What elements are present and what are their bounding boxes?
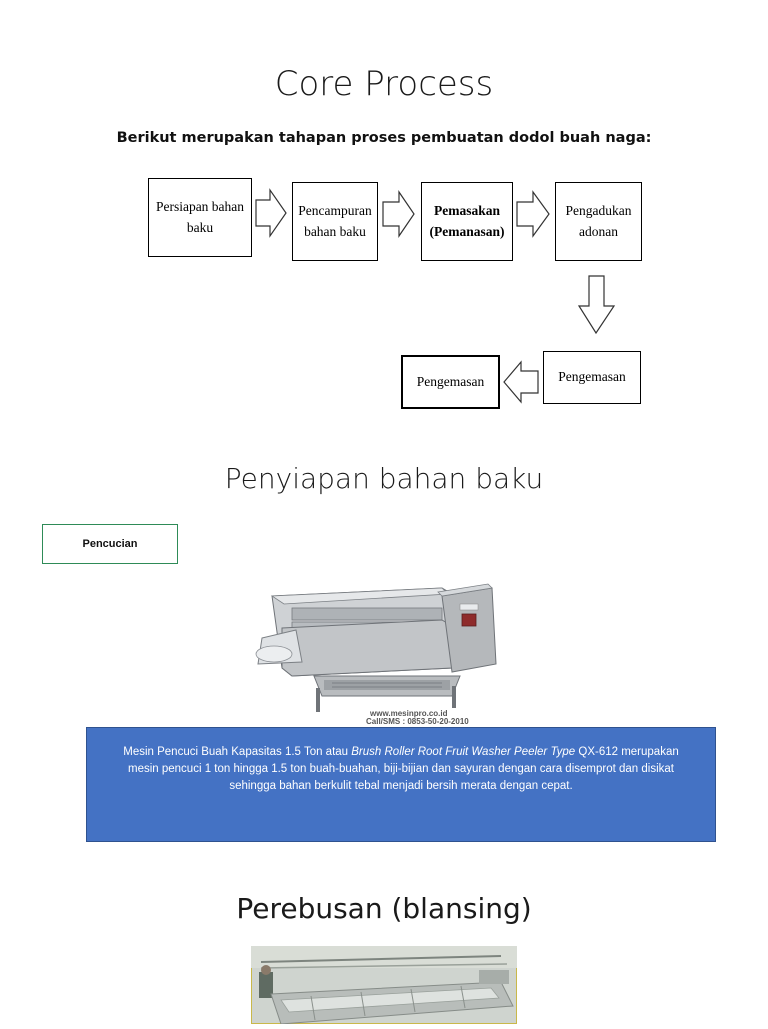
blanching-equipment-photo xyxy=(251,946,517,1024)
description-text-1: Mesin Pencuci Buah Kapasitas 1.5 Ton atau xyxy=(123,745,352,758)
section-title-blansing: Perebusan (blansing) xyxy=(236,892,532,925)
arrow-right-icon xyxy=(383,192,414,236)
flow-step-pengemasan-right: Pengemasan xyxy=(543,351,641,404)
arrow-left-icon xyxy=(504,362,538,402)
washer-machine-photo xyxy=(252,568,516,726)
flow-step-pemasakan: Pemasakan (Pemanasan) xyxy=(421,182,513,261)
flow-step-pencampuran: Pencampuran bahan baku xyxy=(292,182,378,261)
page-title: Core Process xyxy=(274,64,494,104)
flow-step-pengemasan-left: Pengemasan xyxy=(401,355,500,409)
description-text-2: QX-612 merupakan mesin pencuci 1 ton hingga 1.5 ton buah-buahan, biji-bijian dan sayuran dengan cara disemprot dan disikat sehingga bahan berkulit tebal menjadi bersih merata dengan cepat. xyxy=(128,745,679,793)
flow-step-persiapan: Persiapan bahan baku xyxy=(148,178,252,257)
machine-description-box xyxy=(86,727,716,842)
photo-watermark-url: www.mesinpro.co.id xyxy=(370,709,448,718)
arrow-down-icon xyxy=(579,276,614,333)
process-flowchart xyxy=(0,170,768,420)
arrow-right-icon xyxy=(256,190,286,236)
description-text-italic: Brush Roller Root Fruit Washer Peeler Type xyxy=(351,745,576,758)
section-title-prep: Penyiapan bahan baku xyxy=(224,462,544,495)
photo-watermark-phone: Call/SMS : 0853-50-20-2010 xyxy=(366,717,469,726)
pencucian-label: Pencucian xyxy=(42,524,178,564)
flowchart-arrows xyxy=(0,170,768,420)
intro-text: Berikut merupakan tahapan proses pembuatan dodol buah naga: xyxy=(116,130,652,146)
arrow-right-icon xyxy=(517,192,549,236)
flow-step-pengadukan: Pengadukan adonan xyxy=(555,182,642,261)
